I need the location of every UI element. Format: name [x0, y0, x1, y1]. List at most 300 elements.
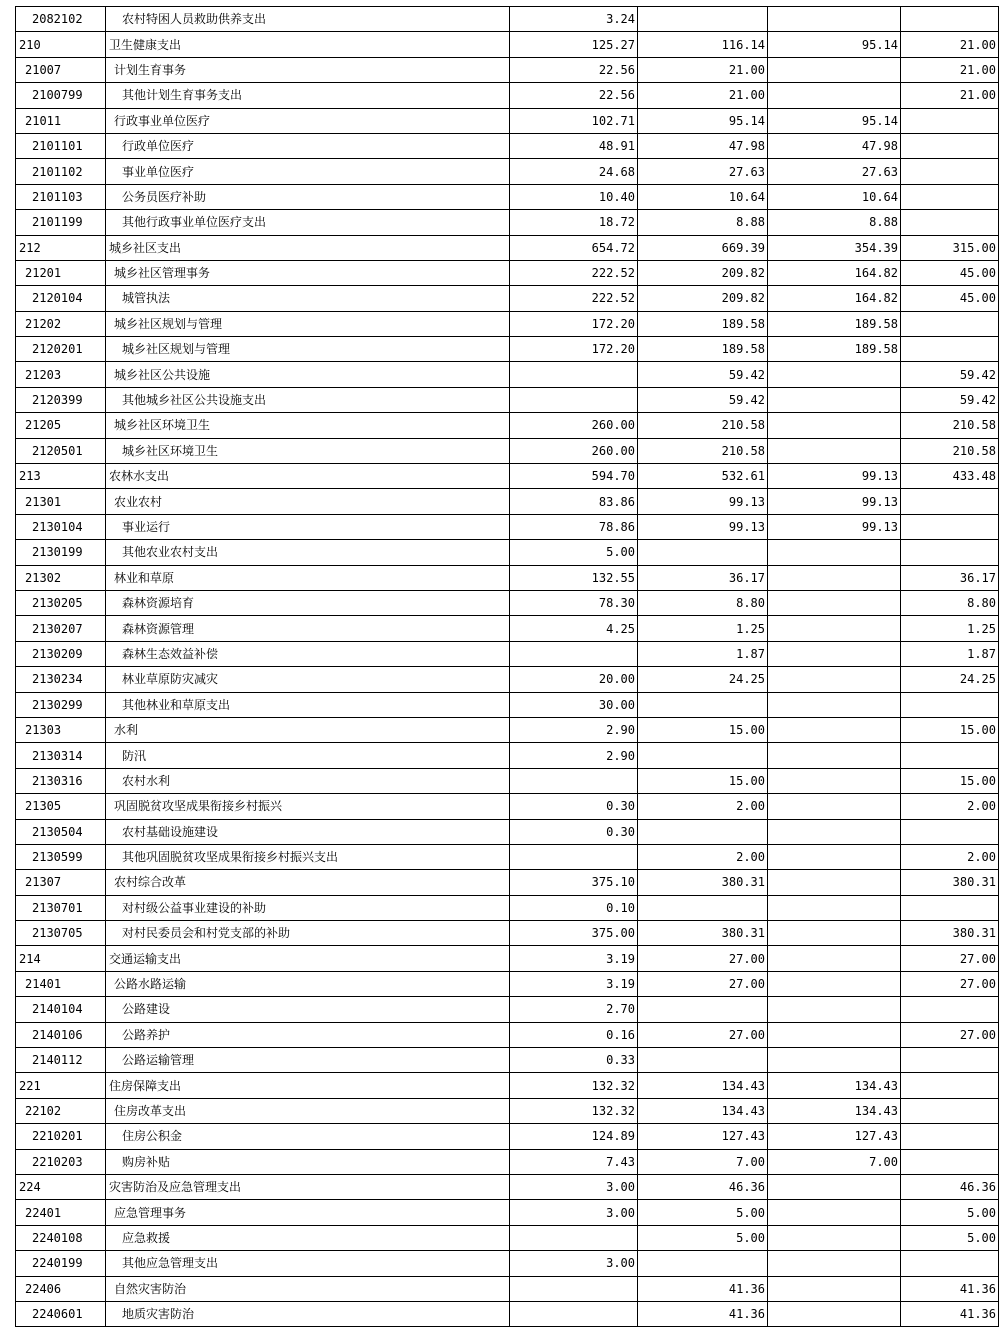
project-expenditure-cell	[901, 1098, 999, 1123]
basic-expenditure-cell	[768, 57, 901, 82]
total-value-cell: 669.39	[638, 235, 768, 260]
basic-expenditure-cell	[768, 1200, 901, 1225]
subject-code-cell: 214	[16, 946, 106, 971]
project-expenditure-cell	[901, 819, 999, 844]
prior-year-value-cell: 22.56	[510, 57, 638, 82]
subject-name-cell: 应急管理事务	[106, 1200, 510, 1225]
subject-name-cell: 城管执法	[106, 286, 510, 311]
prior-year-value-cell: 0.33	[510, 1048, 638, 1073]
basic-expenditure-cell	[768, 7, 901, 32]
prior-year-value-cell: 260.00	[510, 413, 638, 438]
subject-name-cell: 购房补贴	[106, 1149, 510, 1174]
table-row	[16, 971, 999, 996]
project-expenditure-cell: 380.31	[901, 921, 999, 946]
basic-expenditure-cell	[768, 540, 901, 565]
total-value-cell: 7.00	[638, 1149, 768, 1174]
prior-year-value-cell: 654.72	[510, 235, 638, 260]
subject-name-cell: 林业草原防灾减灾	[106, 667, 510, 692]
basic-expenditure-cell	[768, 819, 901, 844]
total-value-cell: 532.61	[638, 464, 768, 489]
total-value-cell: 41.36	[638, 1301, 768, 1326]
subject-code-cell: 2240108	[16, 1225, 106, 1250]
total-value-cell: 47.98	[638, 133, 768, 158]
total-value-cell: 27.00	[638, 1022, 768, 1047]
subject-code-cell: 2210201	[16, 1124, 106, 1149]
subject-code-cell: 2120399	[16, 387, 106, 412]
table-row	[16, 692, 999, 717]
total-value-cell	[638, 1048, 768, 1073]
table-row	[16, 870, 999, 895]
subject-name-cell: 交通运输支出	[106, 946, 510, 971]
subject-name-cell: 应急救援	[106, 1225, 510, 1250]
subject-code-cell: 2130205	[16, 590, 106, 615]
basic-expenditure-cell: 47.98	[768, 133, 901, 158]
project-expenditure-cell	[901, 159, 999, 184]
subject-name-cell: 防汛	[106, 743, 510, 768]
prior-year-value-cell: 0.30	[510, 819, 638, 844]
prior-year-value-cell: 375.10	[510, 870, 638, 895]
subject-code-cell: 2130199	[16, 540, 106, 565]
subject-code-cell: 221	[16, 1073, 106, 1098]
subject-code-cell: 2130209	[16, 641, 106, 666]
total-value-cell: 24.25	[638, 667, 768, 692]
total-value-cell: 27.00	[638, 971, 768, 996]
total-value-cell: 2.00	[638, 794, 768, 819]
basic-expenditure-cell	[768, 590, 901, 615]
project-expenditure-cell: 21.00	[901, 83, 999, 108]
table-row	[16, 844, 999, 869]
total-value-cell: 189.58	[638, 311, 768, 336]
table-row	[16, 1200, 999, 1225]
project-expenditure-cell	[901, 514, 999, 539]
total-value-cell: 5.00	[638, 1225, 768, 1250]
subject-name-cell: 城乡社区规划与管理	[106, 337, 510, 362]
total-value-cell	[638, 540, 768, 565]
total-value-cell: 209.82	[638, 260, 768, 285]
subject-code-cell: 21011	[16, 108, 106, 133]
subject-name-cell: 巩固脱贫攻坚成果衔接乡村振兴	[106, 794, 510, 819]
total-value-cell	[638, 7, 768, 32]
table-row	[16, 184, 999, 209]
project-expenditure-cell	[901, 133, 999, 158]
prior-year-value-cell: 5.00	[510, 540, 638, 565]
subject-name-cell: 地质灾害防治	[106, 1301, 510, 1326]
basic-expenditure-cell	[768, 565, 901, 590]
subject-name-cell: 农林水支出	[106, 464, 510, 489]
total-value-cell: 2.00	[638, 844, 768, 869]
basic-expenditure-cell: 27.63	[768, 159, 901, 184]
basic-expenditure-cell: 10.64	[768, 184, 901, 209]
subject-name-cell: 森林资源管理	[106, 616, 510, 641]
prior-year-value-cell: 0.30	[510, 794, 638, 819]
subject-code-cell: 2101101	[16, 133, 106, 158]
total-value-cell	[638, 743, 768, 768]
subject-name-cell: 其他行政事业单位医疗支出	[106, 210, 510, 235]
total-value-cell	[638, 819, 768, 844]
project-expenditure-cell: 315.00	[901, 235, 999, 260]
basic-expenditure-cell: 164.82	[768, 286, 901, 311]
basic-expenditure-cell: 189.58	[768, 311, 901, 336]
subject-code-cell: 2101102	[16, 159, 106, 184]
table-row	[16, 1301, 999, 1326]
subject-code-cell: 21307	[16, 870, 106, 895]
project-expenditure-cell	[901, 1048, 999, 1073]
subject-code-cell: 2130234	[16, 667, 106, 692]
project-expenditure-cell	[901, 311, 999, 336]
subject-name-cell: 林业和草原	[106, 565, 510, 590]
total-value-cell: 36.17	[638, 565, 768, 590]
basic-expenditure-cell: 99.13	[768, 514, 901, 539]
subject-name-cell: 农村特困人员救助供养支出	[106, 7, 510, 32]
project-expenditure-cell: 27.00	[901, 1022, 999, 1047]
table-row	[16, 667, 999, 692]
basic-expenditure-cell: 99.13	[768, 464, 901, 489]
subject-name-cell: 住房改革支出	[106, 1098, 510, 1123]
prior-year-value-cell: 30.00	[510, 692, 638, 717]
total-value-cell: 8.80	[638, 590, 768, 615]
basic-expenditure-cell	[768, 692, 901, 717]
subject-code-cell: 22401	[16, 1200, 106, 1225]
project-expenditure-cell	[901, 692, 999, 717]
project-expenditure-cell	[901, 108, 999, 133]
prior-year-value-cell: 172.20	[510, 311, 638, 336]
total-value-cell: 41.36	[638, 1276, 768, 1301]
prior-year-value-cell: 172.20	[510, 337, 638, 362]
subject-name-cell: 城乡社区环境卫生	[106, 413, 510, 438]
total-value-cell: 1.25	[638, 616, 768, 641]
project-expenditure-cell: 45.00	[901, 260, 999, 285]
basic-expenditure-cell	[768, 387, 901, 412]
prior-year-value-cell: 22.56	[510, 83, 638, 108]
total-value-cell	[638, 692, 768, 717]
prior-year-value-cell: 2.90	[510, 717, 638, 742]
prior-year-value-cell: 2.90	[510, 743, 638, 768]
subject-name-cell: 其他城乡社区公共设施支出	[106, 387, 510, 412]
basic-expenditure-cell	[768, 895, 901, 920]
prior-year-value-cell: 3.00	[510, 1174, 638, 1199]
basic-expenditure-cell: 354.39	[768, 235, 901, 260]
basic-expenditure-cell: 189.58	[768, 337, 901, 362]
basic-expenditure-cell	[768, 971, 901, 996]
project-expenditure-cell: 41.36	[901, 1301, 999, 1326]
total-value-cell: 380.31	[638, 921, 768, 946]
table-row	[16, 489, 999, 514]
table-row	[16, 946, 999, 971]
total-value-cell: 21.00	[638, 83, 768, 108]
total-value-cell: 27.00	[638, 946, 768, 971]
project-expenditure-cell	[901, 743, 999, 768]
basic-expenditure-cell	[768, 1174, 901, 1199]
subject-name-cell: 事业单位医疗	[106, 159, 510, 184]
subject-code-cell: 21201	[16, 260, 106, 285]
subject-code-cell: 2210203	[16, 1149, 106, 1174]
table-row	[16, 362, 999, 387]
table-body	[16, 7, 999, 1327]
subject-code-cell: 2130104	[16, 514, 106, 539]
table-row	[16, 895, 999, 920]
subject-name-cell: 城乡社区支出	[106, 235, 510, 260]
basic-expenditure-cell	[768, 743, 901, 768]
subject-code-cell: 22406	[16, 1276, 106, 1301]
table-row	[16, 540, 999, 565]
subject-code-cell: 21305	[16, 794, 106, 819]
table-row	[16, 337, 999, 362]
subject-name-cell: 农村基础设施建设	[106, 819, 510, 844]
prior-year-value-cell: 20.00	[510, 667, 638, 692]
prior-year-value-cell: 132.55	[510, 565, 638, 590]
subject-name-cell: 农村水利	[106, 768, 510, 793]
subject-code-cell: 210	[16, 32, 106, 57]
total-value-cell: 1.87	[638, 641, 768, 666]
project-expenditure-cell	[901, 895, 999, 920]
total-value-cell: 99.13	[638, 514, 768, 539]
prior-year-value-cell: 132.32	[510, 1098, 638, 1123]
subject-name-cell: 森林生态效益补偿	[106, 641, 510, 666]
basic-expenditure-cell	[768, 83, 901, 108]
basic-expenditure-cell	[768, 946, 901, 971]
subject-name-cell: 其他农业农村支出	[106, 540, 510, 565]
project-expenditure-cell: 433.48	[901, 464, 999, 489]
prior-year-value-cell: 83.86	[510, 489, 638, 514]
project-expenditure-cell: 41.36	[901, 1276, 999, 1301]
prior-year-value-cell: 78.30	[510, 590, 638, 615]
table-row	[16, 514, 999, 539]
table-row	[16, 108, 999, 133]
subject-code-cell: 2130316	[16, 768, 106, 793]
prior-year-value-cell: 375.00	[510, 921, 638, 946]
prior-year-value-cell: 7.43	[510, 1149, 638, 1174]
table-row	[16, 921, 999, 946]
prior-year-value-cell: 18.72	[510, 210, 638, 235]
project-expenditure-cell: 2.00	[901, 794, 999, 819]
total-value-cell: 209.82	[638, 286, 768, 311]
table-row	[16, 387, 999, 412]
project-expenditure-cell: 2.00	[901, 844, 999, 869]
basic-expenditure-cell	[768, 1225, 901, 1250]
total-value-cell: 134.43	[638, 1073, 768, 1098]
subject-name-cell: 城乡社区环境卫生	[106, 438, 510, 463]
table-row	[16, 159, 999, 184]
basic-expenditure-cell	[768, 997, 901, 1022]
subject-name-cell: 城乡社区管理事务	[106, 260, 510, 285]
prior-year-value-cell: 2.70	[510, 997, 638, 1022]
prior-year-value-cell: 3.00	[510, 1200, 638, 1225]
subject-code-cell: 2100799	[16, 83, 106, 108]
project-expenditure-cell: 15.00	[901, 717, 999, 742]
subject-code-cell: 2082102	[16, 7, 106, 32]
table-row	[16, 1276, 999, 1301]
prior-year-value-cell: 3.24	[510, 7, 638, 32]
subject-name-cell: 灾害防治及应急管理支出	[106, 1174, 510, 1199]
basic-expenditure-cell: 134.43	[768, 1073, 901, 1098]
subject-name-cell: 卫生健康支出	[106, 32, 510, 57]
total-value-cell: 210.58	[638, 413, 768, 438]
subject-name-cell: 行政单位医疗	[106, 133, 510, 158]
subject-name-cell: 自然灾害防治	[106, 1276, 510, 1301]
table-row	[16, 590, 999, 615]
total-value-cell: 134.43	[638, 1098, 768, 1123]
prior-year-value-cell: 222.52	[510, 260, 638, 285]
project-expenditure-cell	[901, 1073, 999, 1098]
prior-year-value-cell	[510, 641, 638, 666]
table-row	[16, 7, 999, 32]
table-row	[16, 57, 999, 82]
project-expenditure-cell: 5.00	[901, 1200, 999, 1225]
total-value-cell	[638, 1251, 768, 1276]
prior-year-value-cell	[510, 1276, 638, 1301]
prior-year-value-cell	[510, 362, 638, 387]
budget-expenditure-table	[15, 6, 999, 1327]
subject-code-cell: 2140106	[16, 1022, 106, 1047]
subject-code-cell: 2240199	[16, 1251, 106, 1276]
subject-name-cell: 住房保障支出	[106, 1073, 510, 1098]
subject-code-cell: 2130299	[16, 692, 106, 717]
table-row	[16, 464, 999, 489]
table-row	[16, 32, 999, 57]
table-row	[16, 717, 999, 742]
subject-code-cell: 2130599	[16, 844, 106, 869]
subject-name-cell: 住房公积金	[106, 1124, 510, 1149]
basic-expenditure-cell	[768, 844, 901, 869]
prior-year-value-cell	[510, 1225, 638, 1250]
basic-expenditure-cell	[768, 921, 901, 946]
prior-year-value-cell: 3.19	[510, 946, 638, 971]
project-expenditure-cell	[901, 7, 999, 32]
total-value-cell: 59.42	[638, 387, 768, 412]
basic-expenditure-cell	[768, 1048, 901, 1073]
subject-code-cell: 213	[16, 464, 106, 489]
basic-expenditure-cell: 7.00	[768, 1149, 901, 1174]
subject-name-cell: 其他应急管理支出	[106, 1251, 510, 1276]
prior-year-value-cell: 3.00	[510, 1251, 638, 1276]
prior-year-value-cell: 0.16	[510, 1022, 638, 1047]
subject-name-cell: 其他计划生育事务支出	[106, 83, 510, 108]
project-expenditure-cell	[901, 997, 999, 1022]
prior-year-value-cell: 10.40	[510, 184, 638, 209]
project-expenditure-cell	[901, 1149, 999, 1174]
subject-code-cell: 21401	[16, 971, 106, 996]
total-value-cell: 59.42	[638, 362, 768, 387]
table-row	[16, 1073, 999, 1098]
total-value-cell: 210.58	[638, 438, 768, 463]
table-row	[16, 1022, 999, 1047]
prior-year-value-cell: 78.86	[510, 514, 638, 539]
basic-expenditure-cell	[768, 1022, 901, 1047]
subject-code-cell: 2140112	[16, 1048, 106, 1073]
basic-expenditure-cell: 164.82	[768, 260, 901, 285]
basic-expenditure-cell	[768, 1301, 901, 1326]
total-value-cell: 15.00	[638, 717, 768, 742]
subject-name-cell: 对村民委员会和村党支部的补助	[106, 921, 510, 946]
table-row	[16, 260, 999, 285]
table-row	[16, 565, 999, 590]
prior-year-value-cell: 24.68	[510, 159, 638, 184]
prior-year-value-cell: 594.70	[510, 464, 638, 489]
basic-expenditure-cell	[768, 413, 901, 438]
project-expenditure-cell: 21.00	[901, 32, 999, 57]
table-row	[16, 1225, 999, 1250]
project-expenditure-cell	[901, 184, 999, 209]
prior-year-value-cell: 222.52	[510, 286, 638, 311]
subject-name-cell: 农村综合改革	[106, 870, 510, 895]
subject-name-cell: 计划生育事务	[106, 57, 510, 82]
subject-name-cell: 公路运输管理	[106, 1048, 510, 1073]
total-value-cell: 15.00	[638, 768, 768, 793]
project-expenditure-cell: 59.42	[901, 362, 999, 387]
basic-expenditure-cell: 95.14	[768, 108, 901, 133]
basic-expenditure-cell: 99.13	[768, 489, 901, 514]
table-row	[16, 641, 999, 666]
total-value-cell: 21.00	[638, 57, 768, 82]
subject-code-cell: 21301	[16, 489, 106, 514]
total-value-cell: 95.14	[638, 108, 768, 133]
table-row	[16, 235, 999, 260]
table-row	[16, 1149, 999, 1174]
project-expenditure-cell: 27.00	[901, 971, 999, 996]
table-row	[16, 210, 999, 235]
subject-code-cell: 21007	[16, 57, 106, 82]
total-value-cell	[638, 895, 768, 920]
prior-year-value-cell: 132.32	[510, 1073, 638, 1098]
table-row	[16, 133, 999, 158]
project-expenditure-cell: 21.00	[901, 57, 999, 82]
subject-name-cell: 城乡社区公共设施	[106, 362, 510, 387]
subject-code-cell: 2130207	[16, 616, 106, 641]
subject-name-cell: 水利	[106, 717, 510, 742]
prior-year-value-cell: 0.10	[510, 895, 638, 920]
table-row	[16, 794, 999, 819]
project-expenditure-cell: 27.00	[901, 946, 999, 971]
project-expenditure-cell: 210.58	[901, 413, 999, 438]
total-value-cell: 5.00	[638, 1200, 768, 1225]
total-value-cell: 27.63	[638, 159, 768, 184]
subject-code-cell: 2130504	[16, 819, 106, 844]
subject-name-cell: 农业农村	[106, 489, 510, 514]
project-expenditure-cell	[901, 210, 999, 235]
table-row	[16, 1098, 999, 1123]
basic-expenditure-cell: 134.43	[768, 1098, 901, 1123]
total-value-cell: 127.43	[638, 1124, 768, 1149]
subject-code-cell: 21205	[16, 413, 106, 438]
project-expenditure-cell: 24.25	[901, 667, 999, 692]
subject-name-cell: 其他巩固脱贫攻坚成果衔接乡村振兴支出	[106, 844, 510, 869]
prior-year-value-cell: 48.91	[510, 133, 638, 158]
table-row	[16, 1174, 999, 1199]
subject-name-cell: 其他林业和草原支出	[106, 692, 510, 717]
subject-code-cell: 2130701	[16, 895, 106, 920]
subject-code-cell: 2101199	[16, 210, 106, 235]
subject-code-cell: 21302	[16, 565, 106, 590]
prior-year-value-cell	[510, 387, 638, 412]
table-row	[16, 413, 999, 438]
total-value-cell: 116.14	[638, 32, 768, 57]
subject-code-cell: 212	[16, 235, 106, 260]
total-value-cell: 8.88	[638, 210, 768, 235]
subject-name-cell: 公路建设	[106, 997, 510, 1022]
project-expenditure-cell: 45.00	[901, 286, 999, 311]
basic-expenditure-cell	[768, 870, 901, 895]
subject-name-cell: 城乡社区规划与管理	[106, 311, 510, 336]
basic-expenditure-cell	[768, 667, 901, 692]
table-row	[16, 1124, 999, 1149]
subject-name-cell: 行政事业单位医疗	[106, 108, 510, 133]
basic-expenditure-cell	[768, 362, 901, 387]
subject-code-cell: 2130314	[16, 743, 106, 768]
project-expenditure-cell: 59.42	[901, 387, 999, 412]
total-value-cell: 99.13	[638, 489, 768, 514]
subject-code-cell: 2120201	[16, 337, 106, 362]
project-expenditure-cell: 1.25	[901, 616, 999, 641]
